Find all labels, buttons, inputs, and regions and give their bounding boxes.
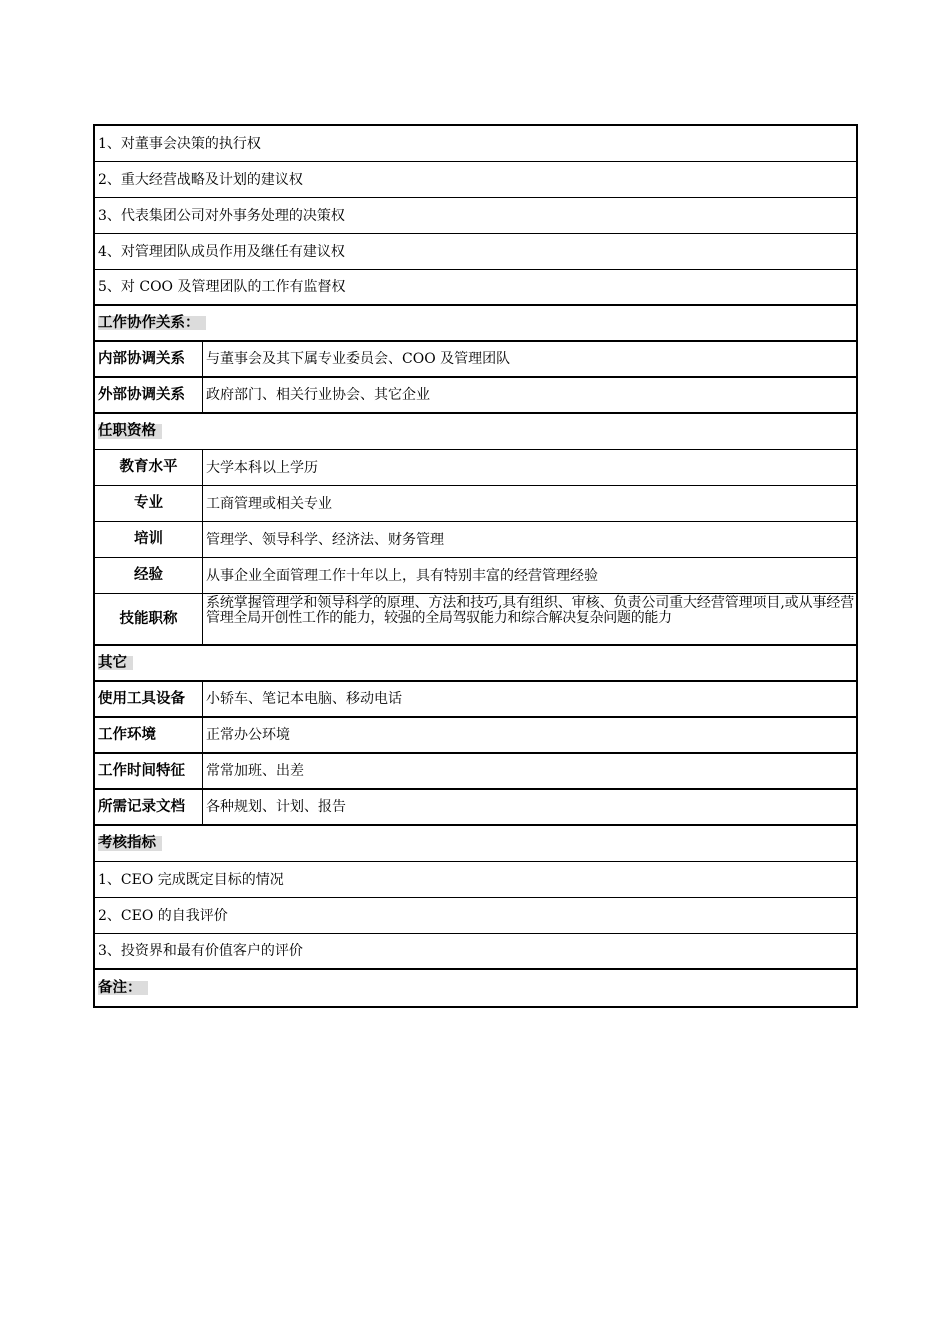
right-row-5	[95, 270, 856, 306]
other-row-tools	[95, 682, 856, 718]
qualification-label: 技能职称	[95, 594, 203, 644]
qualification-value: 工商管理或相关专业	[206, 495, 332, 512]
other-row-worktime	[95, 754, 856, 790]
assessment-item: 1、CEO 完成既定目标的情况	[98, 871, 284, 888]
qualification-value: 大学本科以上学历	[206, 459, 318, 476]
other-label: 工作时间特征	[95, 754, 203, 788]
qualification-row-training	[95, 522, 856, 558]
qualification-value: 管理学、领导科学、经济法、财务管理	[206, 531, 444, 548]
other-label: 工作环境	[95, 718, 203, 752]
qualifications-heading: 任职资格	[98, 424, 162, 439]
other-label: 使用工具设备	[95, 682, 203, 716]
qualification-value: 系统掌握管理学和领导科学的原理、方法和技巧,具有组织、审核、负责公司重大经营管理项目,或从事经营管理全局开创性工作的能力，较强的全局驾驭能力和综合解决复杂问题的能力	[206, 595, 854, 626]
other-heading: 其它	[98, 656, 133, 671]
assessment-heading-row	[95, 826, 856, 862]
right-row-2	[95, 162, 856, 198]
qualification-value: 从事企业全面管理工作十年以上，具有特别丰富的经营管理经验	[206, 567, 598, 584]
assessment-row-1	[95, 862, 856, 898]
qualification-label: 教育水平	[95, 450, 203, 485]
assessment-item: 2、CEO 的自我评价	[98, 907, 228, 924]
other-label: 所需记录文档	[95, 790, 203, 824]
other-value: 各种规划、计划、报告	[206, 799, 346, 815]
qualification-row-education	[95, 450, 856, 486]
assessment-item: 3、投资界和最有价值客户的评价	[98, 943, 303, 959]
internal-coordination-label: 内部协调关系	[95, 342, 203, 376]
qualification-label: 专业	[95, 486, 203, 521]
qualifications-heading-row	[95, 414, 856, 450]
qualification-label: 经验	[95, 558, 203, 593]
other-row-environment	[95, 718, 856, 754]
right-row-4	[95, 234, 856, 270]
assessment-heading: 考核指标	[98, 836, 162, 851]
assessment-row-3	[95, 934, 856, 970]
internal-coordination-row	[95, 342, 856, 378]
other-value: 小轿车、笔记本电脑、移动电话	[206, 691, 402, 707]
qualification-row-skills	[95, 594, 856, 646]
right-text: 3、代表集团公司对外事务处理的决策权	[98, 207, 345, 224]
assessment-row-2	[95, 898, 856, 934]
other-value: 常常加班、出差	[206, 763, 304, 779]
internal-coordination-value: 与董事会及其下属专业委员会、COO 及管理团队	[206, 351, 511, 367]
qualification-label: 培训	[95, 522, 203, 557]
external-coordination-row	[95, 378, 856, 414]
right-text: 4、对管理团队成员作用及继任有建议权	[98, 243, 345, 260]
other-value: 正常办公环境	[206, 727, 290, 743]
right-row-3	[95, 198, 856, 234]
remarks-heading: 备注：	[98, 981, 148, 996]
external-coordination-label: 外部协调关系	[95, 378, 203, 412]
other-heading-row	[95, 646, 856, 682]
right-text: 5、对 COO 及管理团队的工作有监督权	[98, 279, 346, 295]
qualification-row-experience	[95, 558, 856, 594]
other-row-documents	[95, 790, 856, 826]
right-text: 1、对董事会决策的执行权	[98, 135, 261, 152]
collaboration-heading: 工作协作关系：	[98, 316, 206, 331]
right-text: 2、重大经营战略及计划的建议权	[98, 171, 303, 188]
external-coordination-value: 政府部门、相关行业协会、其它企业	[206, 387, 430, 403]
remarks-row	[95, 970, 856, 1006]
qualification-row-major	[95, 486, 856, 522]
collaboration-heading-row	[95, 306, 856, 342]
right-row-1	[95, 126, 856, 162]
job-description-table	[93, 124, 858, 1008]
